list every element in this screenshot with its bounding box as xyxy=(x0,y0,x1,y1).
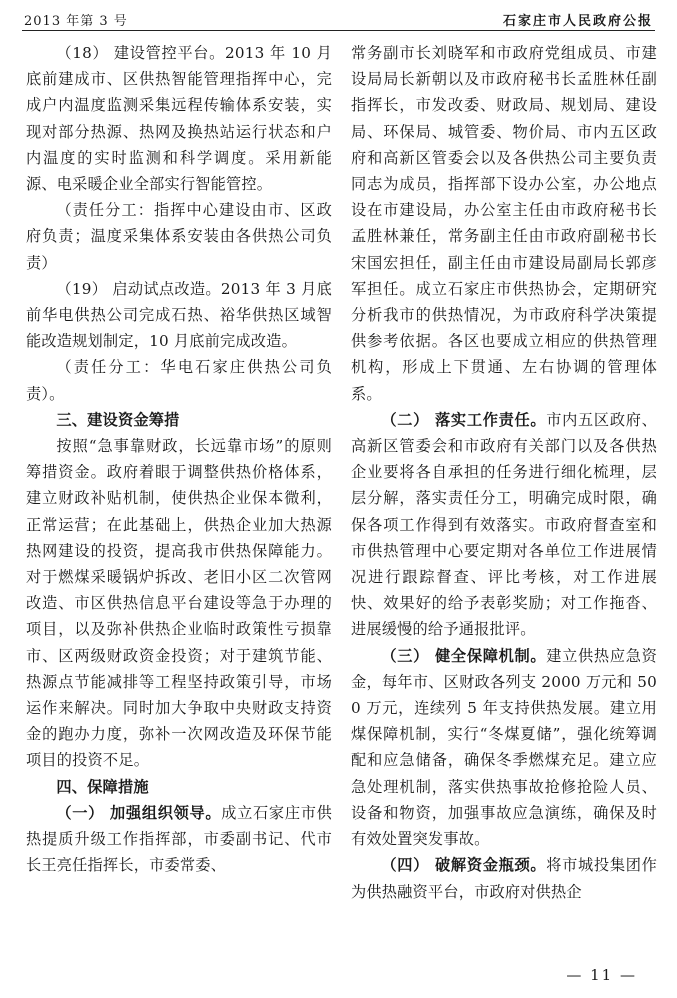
section-heading-measures: 四、保障措施 xyxy=(56,777,149,796)
paragraph-safeguard-body: 建立供热应急资金，每年市、区财政各列支 2000 万元和 500 万元，连续列 5 年支持供热发展。建立用煤保障机制，实行“冬煤夏储”，强化统筹调配和应急储备，确保冬季燃煤充足。建立应急处理机制，落实供热事故抢修抢险人员、设备和物资，加强事故应急演练，确保及时有效处置突发事故。 xyxy=(351,646,657,849)
paragraph-funding-bottleneck-body: 将市城投集团作为供热融资平台，市政府对供热企 xyxy=(351,856,657,901)
responsibility-note-19: （责任分工：华电石家庄供热公司负责）。 xyxy=(26,358,332,403)
paragraph-leadership-continued: 常务副市长刘晓军和市政府党组成员、市建设局局长新朝以及市政府秘书长孟胜林任副指挥长，市发改委、财政局、规划局、建设局、环保局、城管委、物价局、市内五区政府和高新区管委会以及各供热公司主要负责同志为成员，指挥部下设办公室，办公地点设在市建设局，办公室主任由市政府秘书长孟胜林兼任，常务副主任由市政府副秘书长宋国宏担任，副主任由市建设局副局长郭彦军担任。成立石家庄市供热协会，定期研究分析我市的供热情况，为市政府科学决策提供参考依据。各区也要成立相应的供热管理机构，形成上下贯通、左右协调的管理体系。 xyxy=(351,44,657,403)
paragraph-funding: 按照“急事靠财政，长远靠市场”的原则筹措资金。政府着眼于调整供热价格体系，建立财政补贴机制，使供热企业保本微利，正常运营；在此基础上，供热企业加大热源热网建设的投资，提高我市供热保障能力。对于燃煤采暖锅炉拆改、老旧小区二次管网改造、市区供热信息平台建设等急于办理的项目，以及弥补供热企业临时政策性亏损靠市、区两级财政资金投资；对于建筑节能、热源点节能减排等工程坚持政策引导，市场运作来解决。同时加大争取中央财政支持资金的跑办力度，弥补一次网改造及环保节能项目的投资不足。 xyxy=(26,437,332,770)
publication-title: 石家庄市人民政府公报 xyxy=(502,14,653,29)
paragraph-item-18: （18） 建设管控平台。2013 年 10 月底前建成市、区供热智能管理指挥中心，完成户内温度监测采集远程传输体系安装，实现对部分热源、热网及换热站运行状态和户内温度的实时监测和科学调度。采用新能源、电采暖企业全部实行智能管控。 xyxy=(26,44,332,194)
paragraph-responsibility xyxy=(351,407,657,643)
subheading-responsibility: （二） 落实工作责任。 xyxy=(381,410,547,429)
left-column xyxy=(26,40,332,879)
issue-label: 2013 年第 3 号 xyxy=(24,14,128,29)
page-number: — 11 — xyxy=(566,966,637,984)
paragraph-funding-bottleneck xyxy=(351,852,657,904)
section-heading-funding: 三、建设资金筹措 xyxy=(56,410,180,429)
paragraph-item-19: （19） 启动试点改造。2013 年 3 月底前华电供热公司完成石热、裕华供热区域智能改造规划制定，10 月底前完成改造。 xyxy=(26,279,332,351)
subheading-safeguard: （三） 健全保障机制。 xyxy=(381,646,547,665)
paragraph-responsibility-body: 市内五区政府、高新区管委会和市政府有关部门以及各供热企业要将各自承担的任务进行细化梳理，层层分解，落实责任分工，明确完成时限，确保各项工作得到有效落实。市政府督查室和市供热管理中心要定期对各单位工作进展情况进行跟踪督查、评比考核，对工作进展快、效果好的给予表彰奖励；对工作拖沓、进展缓慢的给予通报批评。 xyxy=(351,410,657,639)
paragraph-organization-leadership xyxy=(26,800,332,879)
subheading-organization: （一） 加强组织领导。 xyxy=(56,803,222,822)
paragraph-organization-body: 成立石家庄市供热提质升级工作指挥部，市委副书记、代市长王亮任指挥长，市委常委、 xyxy=(26,803,332,875)
subheading-funding-bottleneck: （四） 破解资金瓶颈。 xyxy=(381,856,547,875)
paragraph-safeguard xyxy=(351,643,657,853)
right-column xyxy=(351,40,657,905)
responsibility-note-18: （责任分工：指挥中心建设由市、区政府负责；温度采集体系安装由各供热公司负责） xyxy=(26,201,332,272)
page-header xyxy=(22,4,655,31)
